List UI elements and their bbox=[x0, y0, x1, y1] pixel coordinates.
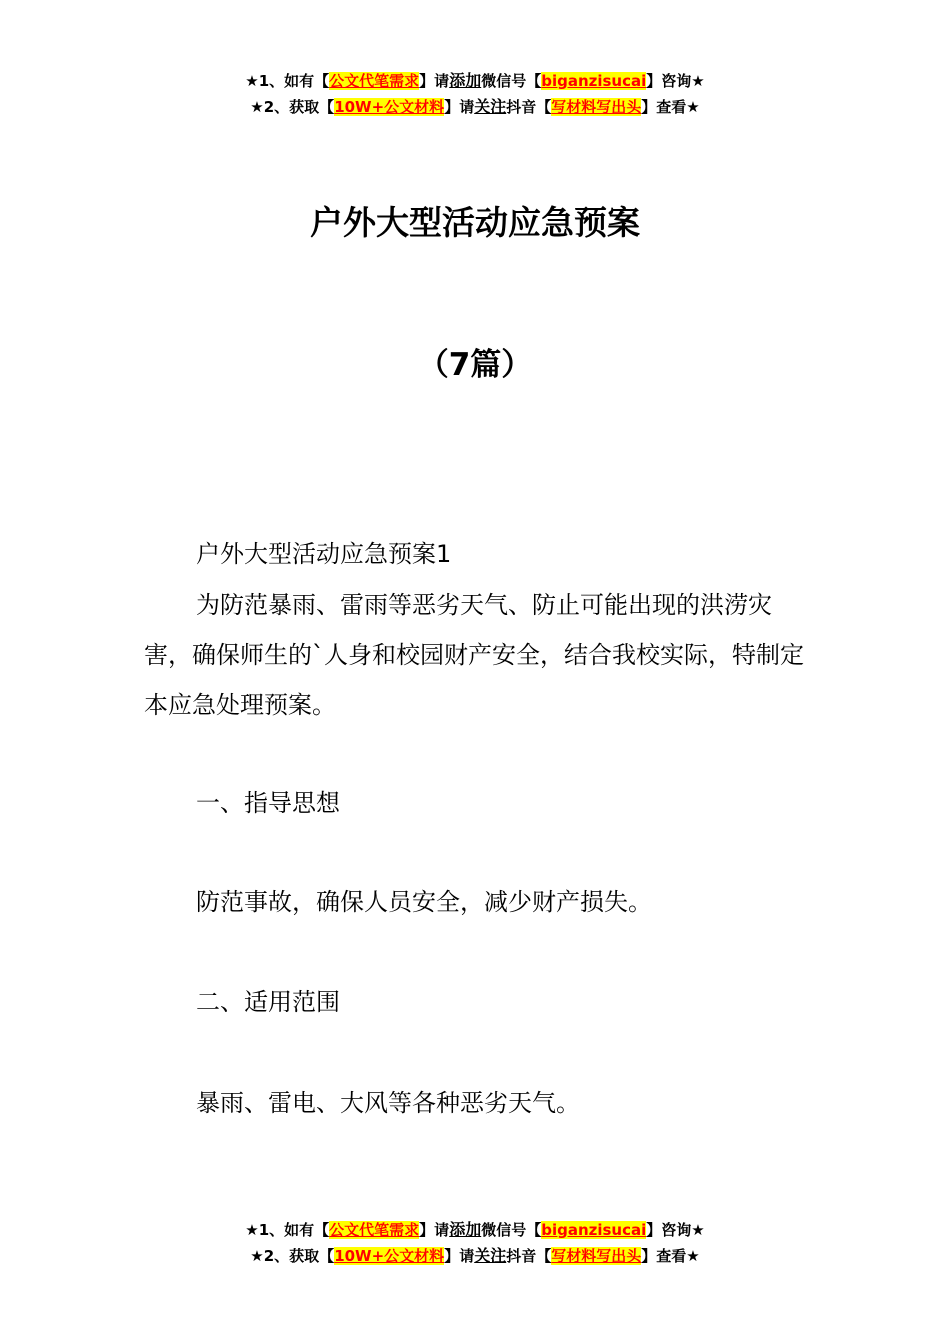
banner-wechat-id: biganzisucai bbox=[541, 1221, 647, 1239]
banner-wechat-id: biganzisucai bbox=[541, 72, 647, 90]
banner-line-2: ★2、获取【10W+公文材料】请关注抖音【写材料写出头】查看★ bbox=[250, 1246, 700, 1265]
banner-highlight: 公文代笔需求 bbox=[329, 1221, 420, 1239]
banner-highlight: 10W+公文材料 bbox=[334, 1247, 445, 1265]
section-heading: 户外大型活动应急预案1 bbox=[196, 540, 452, 568]
banner-line-1: ★1、如有【公文代笔需求】请添加微信号【biganzisucai】咨询★ bbox=[245, 71, 705, 90]
banner-douyin-id: 写材料写出头 bbox=[551, 98, 642, 116]
document-title: 户外大型活动应急预案 bbox=[310, 203, 640, 242]
banner-highlight: 公文代笔需求 bbox=[329, 72, 420, 90]
heading-scope: 二、适用范围 bbox=[196, 988, 340, 1016]
header-banner bbox=[0, 68, 950, 120]
document-subtitle: （7篇） bbox=[417, 347, 533, 383]
paragraph-guiding-thought: 防范事故，确保人员安全，减少财产损失。 bbox=[196, 888, 652, 916]
footer-banner bbox=[0, 1217, 950, 1269]
banner-line-1: ★1、如有【公文代笔需求】请添加微信号【biganzisucai】咨询★ bbox=[245, 1220, 705, 1239]
banner-highlight: 10W+公文材料 bbox=[334, 98, 445, 116]
intro-paragraph: 为防范暴雨、雷雨等恶劣天气、防止可能出现的洪涝灾害，确保师生的`人身和校园财产安全，结合我校实际，特制定本应急处理预案。 bbox=[144, 591, 804, 719]
paragraph-scope: 暴雨、雷电、大风等各种恶劣天气。 bbox=[196, 1089, 580, 1117]
banner-line-2: ★2、获取【10W+公文材料】请关注抖音【写材料写出头】查看★ bbox=[250, 97, 700, 116]
heading-guiding-thought: 一、指导思想 bbox=[196, 789, 340, 817]
banner-douyin-id: 写材料写出头 bbox=[551, 1247, 642, 1265]
